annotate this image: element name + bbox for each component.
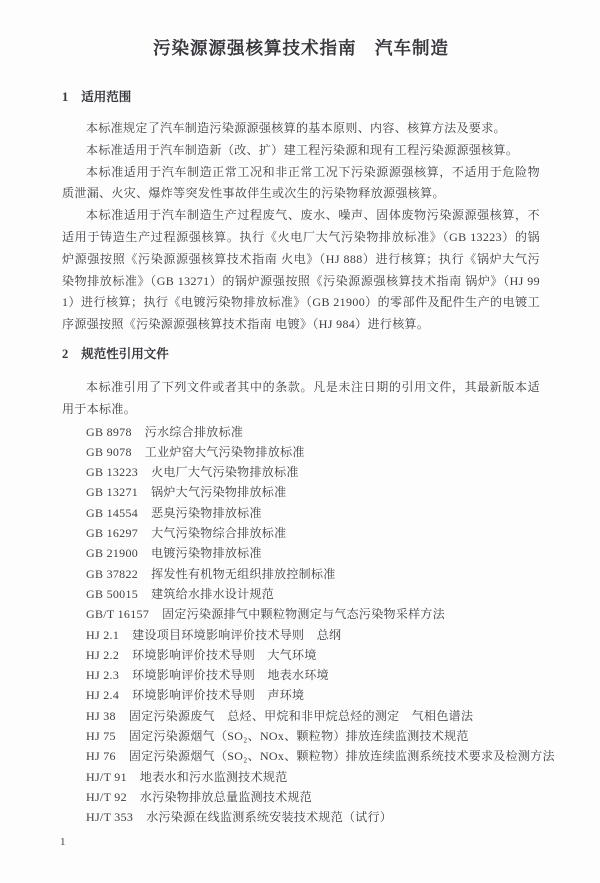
- reference-title: 水污染源在线监测系统安装技术规范（试行）: [146, 810, 393, 825]
- section-2-number: 2: [62, 346, 69, 361]
- reference-code: HJ 2.1: [86, 627, 120, 642]
- reference-title: 污水综合排放标准: [144, 424, 244, 439]
- paragraph: 本标准适用于汽车制造新（改、扩）建工程污染源和现有工程污染源源强核算。: [86, 142, 519, 157]
- reference-title: 固定污染源烟气（SO₂、NOx、颗粒物）排放连续监测技术规范: [128, 729, 469, 744]
- section-1-paragraphs: [62, 118, 540, 336]
- reference-code: HJ/T 91: [86, 769, 127, 784]
- reference-title: 环境影响评价技术导则 地表水环境: [132, 668, 329, 683]
- reference-title: 建设项目环境影响评价技术导则 总纲: [132, 627, 342, 642]
- reference-title: 恶臭污染物排放标准: [151, 505, 262, 520]
- reference-title: 环境影响评价技术导则 大气环境: [132, 647, 317, 662]
- reference-code: GB 13223: [86, 465, 139, 480]
- reference-code: GB 21900: [86, 546, 139, 561]
- reference-code: GB 16297: [86, 526, 139, 541]
- reference-item: [62, 625, 540, 645]
- paragraph: 本标准适用于汽车制造正常工况和非正常工况下污染源源强核算，不适用于危险物质泄漏、火灾、爆炸等突发性事故伴生或次生的污染物释放源强核算。: [62, 164, 540, 201]
- reference-code: HJ 2.4: [86, 688, 120, 703]
- section-2-heading: [62, 346, 540, 363]
- reference-item: [62, 604, 540, 624]
- reference-title: 火电厂大气污染物排放标准: [151, 465, 299, 480]
- paragraph: 本标准规定了汽车制造污染源源强核算的基本原则、内容、核算方法及要求。: [86, 121, 506, 135]
- reference-item: [62, 807, 540, 827]
- reference-code: GB 37822: [86, 566, 139, 581]
- reference-item: [62, 787, 540, 807]
- reference-title: 环境影响评价技术导则 声环境: [132, 688, 305, 703]
- reference-title: 水污染物排放总量监测技术规范: [139, 789, 313, 804]
- reference-code: HJ 2.2: [86, 647, 120, 662]
- reference-title: 固定污染源烟气（SO₂、NOx、颗粒物）排放连续监测系统技术要求及检测方法: [128, 749, 555, 764]
- reference-code: GB 13271: [86, 485, 139, 500]
- reference-item: [62, 645, 540, 665]
- reference-code: HJ/T 92: [86, 789, 127, 804]
- reference-code: HJ/T 353: [86, 810, 134, 825]
- reference-title: 电镀污染物排放标准: [151, 546, 262, 561]
- document-title: 污染源源强核算技术指南 汽车制造: [153, 38, 449, 58]
- section-2-intro: 本标准引用了下列文件或者其中的条款。凡是未注日期的引用文件，其最新版本适用于本标准。: [62, 379, 540, 416]
- reference-item: [62, 685, 540, 705]
- reference-item: [62, 462, 540, 482]
- reference-title: 固定污染源排气中颗粒物测定与气态污染物采样方法: [162, 607, 446, 622]
- reference-title: 建筑给水排水设计规范: [151, 586, 275, 601]
- reference-item: [62, 482, 540, 502]
- reference-item: [62, 584, 540, 604]
- page-number: 1: [60, 836, 66, 848]
- reference-code: HJ 76: [86, 749, 116, 764]
- reference-title: 挥发性有机物无组织排放控制标准: [151, 566, 336, 581]
- reference-title: 固定污染源废气 总烃、甲烷和非甲烷总烃的测定 气相色谱法: [128, 708, 474, 723]
- reference-item: [62, 706, 540, 726]
- reference-item: [62, 523, 540, 543]
- reference-title: 大气污染物综合排放标准: [151, 526, 287, 541]
- section-1-number: 1: [62, 90, 69, 104]
- references-list: [62, 422, 555, 828]
- reference-code: GB 14554: [86, 505, 139, 520]
- reference-item: [62, 746, 555, 766]
- reference-title: 锅炉大气污染物排放标准: [151, 485, 287, 500]
- reference-code: GB/T 16157: [86, 607, 150, 622]
- section-1-heading: [62, 89, 540, 106]
- reference-item: [62, 503, 540, 523]
- reference-code: HJ 38: [86, 708, 116, 723]
- reference-item: [62, 665, 540, 685]
- reference-code: HJ 2.3: [86, 668, 120, 683]
- reference-item: [62, 442, 540, 462]
- reference-item: [62, 726, 540, 746]
- reference-item: [62, 564, 540, 584]
- section-1-title: 适用范围: [81, 90, 132, 104]
- reference-code: HJ 75: [86, 729, 116, 744]
- reference-title: 地表水和污水监测技术规范: [139, 769, 288, 784]
- reference-item: [62, 543, 540, 563]
- reference-title: 工业炉窑大气污染物排放标准: [144, 444, 305, 459]
- section-2-title: 规范性引用文件: [81, 346, 169, 361]
- reference-item: [62, 422, 540, 442]
- reference-code: GB 8978: [86, 424, 132, 439]
- reference-item: [62, 767, 540, 787]
- paragraph: 本标准适用于汽车制造生产过程废气、废水、噪声、固体废物污染源源强核算，不适用于铸造生产过程源强核算。执行《火电厂大气污染物排放标准》（GB 13223）的锅炉源强按照《污染源源强核算技术指南 火电》（HJ 888）进行核算；执行《锅炉大气污染物排放标准》（GB 13271）的锅炉源强按照《污染源源强核算技术指南 锅炉》（HJ 991）进行核算；执行《电镀污染物排放标准》（GB 21900）的零部件及配件生产的电镀工序源强按照《污染源源强核算技术指南 电镀》（HJ 984）进行核算。: [62, 208, 540, 332]
- reference-code: GB 9078: [86, 444, 132, 459]
- reference-code: GB 50015: [86, 586, 139, 601]
